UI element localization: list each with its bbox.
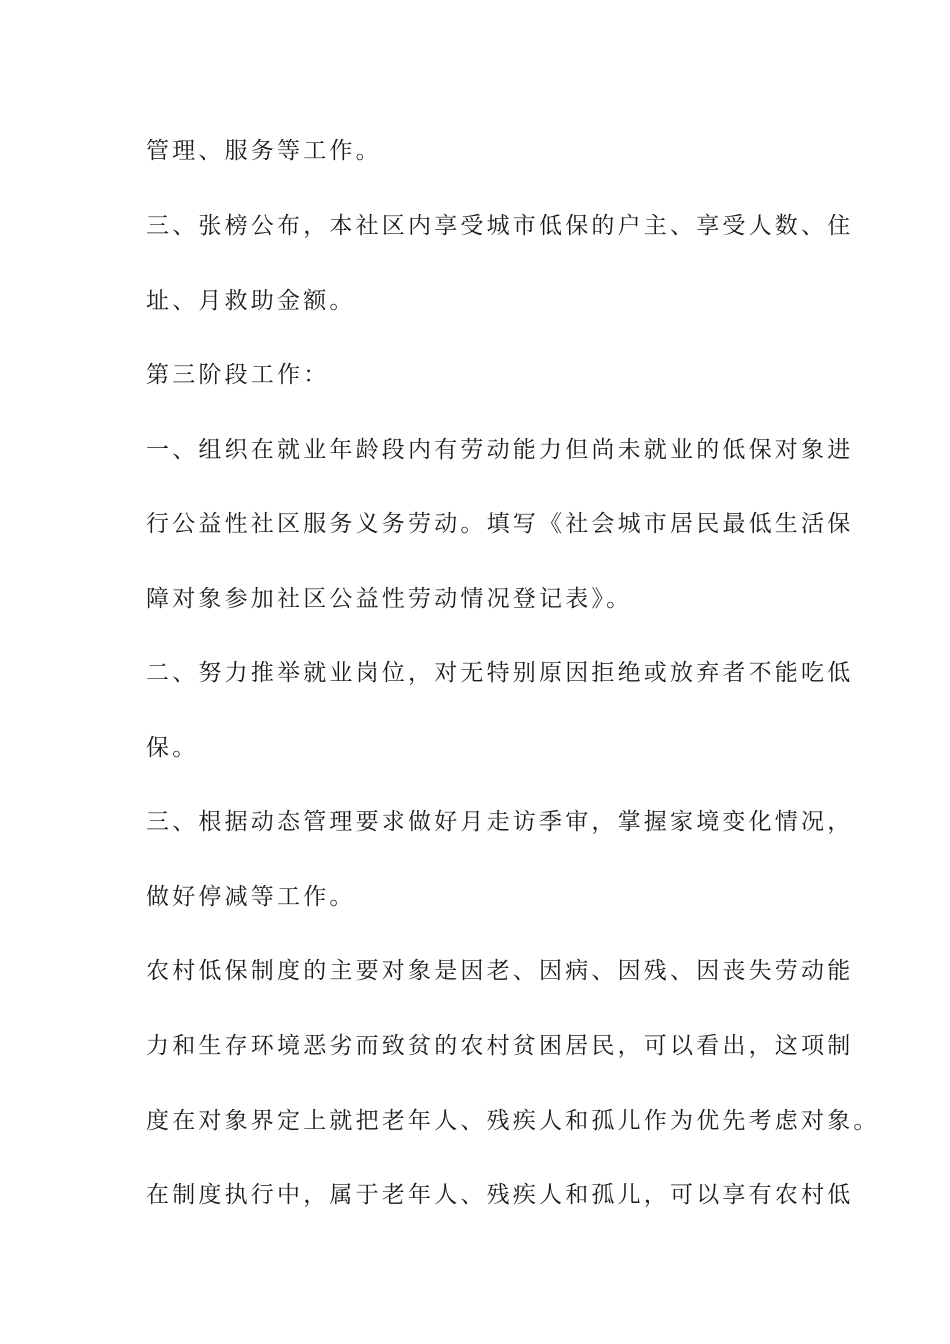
text-line: 在制度执行中，属于老年人、残疾人和孤儿，可以享有农村低 xyxy=(146,1182,854,1208)
text-line: 农村低保制度的主要对象是因老、因病、因残、因丧失劳动能 xyxy=(146,958,854,984)
text-line: 度在对象界定上就把老年人、残疾人和孤儿作为优先考虑对象。 xyxy=(146,1108,880,1134)
text-line: 三、根据动态管理要求做好月走访季审，掌握家境变化情况， xyxy=(146,809,854,835)
text-line: 做好停减等工作。 xyxy=(146,884,356,910)
text-line: 二、努力推举就业岗位，对无特别原因拒绝或放弃者不能吃低 xyxy=(146,660,854,686)
text-line: 一、组织在就业年龄段内有劳动能力但尚未就业的低保对象进 xyxy=(146,437,854,463)
text-line: 行公益性社区服务义务劳动。填写《社会城市居民最低生活保 xyxy=(146,511,854,537)
text-line: 障对象参加社区公益性劳动情况登记表》。 xyxy=(146,586,633,612)
text-line: 管理、服务等工作。 xyxy=(146,138,382,164)
text-line: 三、张榜公布，本社区内享受城市低保的户主、享受人数、住 xyxy=(146,213,854,239)
text-line: 力和生存环境恶劣而致贫的农村贫困居民，可以看出，这项制 xyxy=(146,1033,854,1059)
section-heading: 第三阶段工作： xyxy=(146,362,330,388)
text-line: 址、月救助金额。 xyxy=(146,288,356,314)
text-line: 保。 xyxy=(146,735,199,761)
